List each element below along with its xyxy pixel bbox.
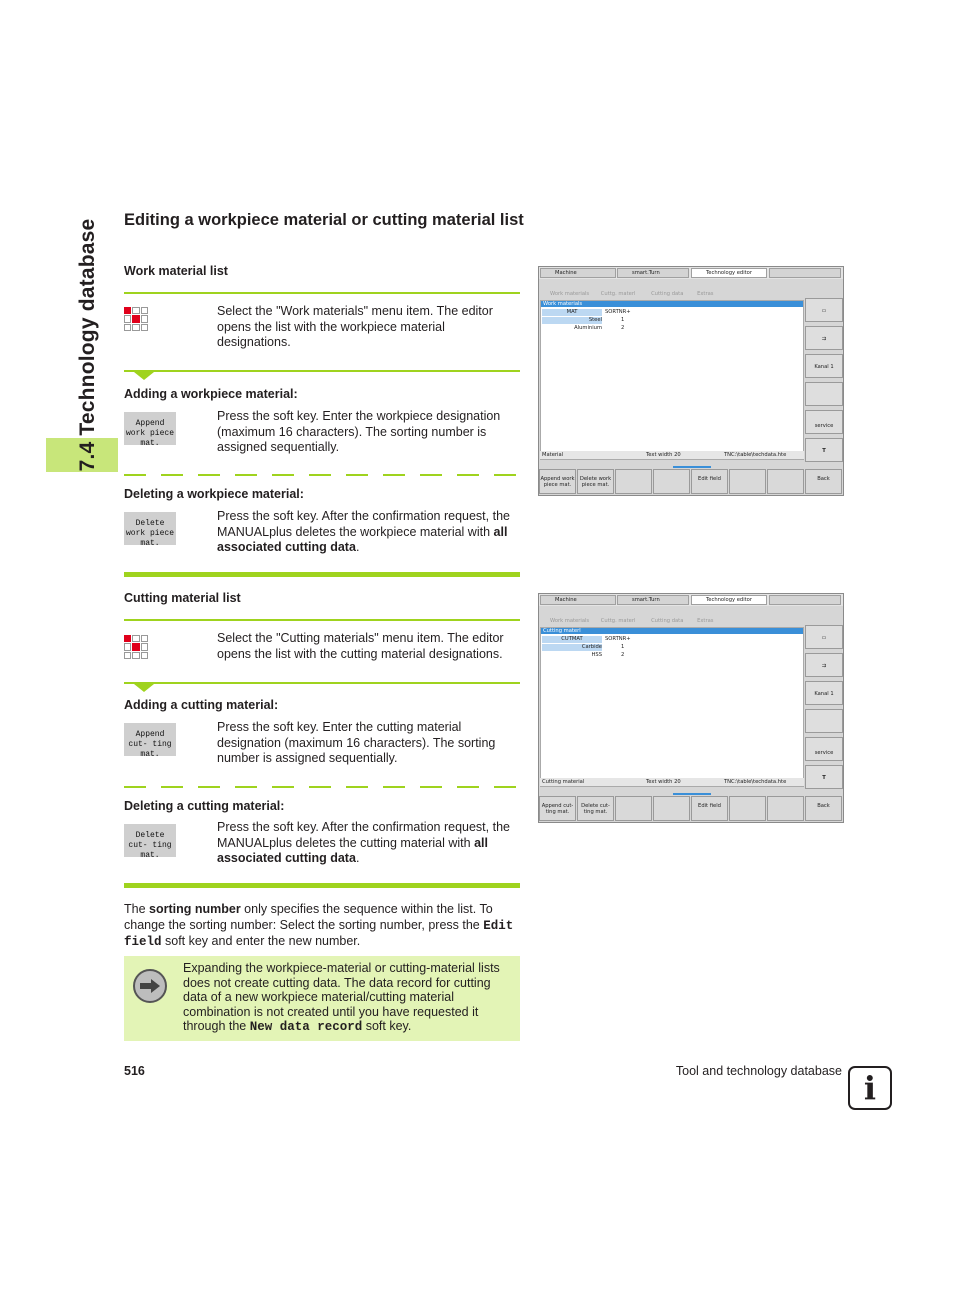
softkey-indicator xyxy=(673,793,711,795)
add-cutting-heading: Adding a cutting material: xyxy=(124,698,279,712)
table-cell[interactable]: HSS xyxy=(591,652,602,658)
service-button[interactable]: service xyxy=(805,410,843,434)
delete-work-softkey-image: Delete work piece mat. xyxy=(124,512,176,545)
softkey-blank[interactable] xyxy=(729,469,766,494)
tab-machine[interactable]: Machine xyxy=(540,595,616,605)
table-cell[interactable]: Aluminium xyxy=(574,325,602,331)
info-icon: i xyxy=(848,1066,892,1110)
screenshot-work-materials xyxy=(538,266,844,496)
dashed-divider xyxy=(124,786,520,788)
add-work-text: Press the soft key. Enter the workpiece designation (maximum 16 characters). The sorting number is assigned sequentially. xyxy=(217,409,501,455)
mode-tabs xyxy=(539,267,843,279)
divider xyxy=(124,292,520,294)
tab-technology-editor[interactable]: Technology editor xyxy=(691,268,767,278)
softkey-edit-field[interactable]: Edit field xyxy=(691,469,728,494)
step-arrow-icon xyxy=(134,684,154,692)
menu-bar xyxy=(540,290,804,298)
table-cell[interactable]: 2 xyxy=(621,325,625,331)
arrow-right-icon xyxy=(133,969,167,1003)
softkey-blank[interactable] xyxy=(767,469,804,494)
status-bar: Material Text width 20 TNC:\table\techdata.hte xyxy=(540,451,804,459)
softkey-append-cutting[interactable]: Append cut- ting mat. xyxy=(539,796,576,821)
channel-button[interactable]: Kanal 1 xyxy=(805,354,843,378)
tab-extra[interactable] xyxy=(769,268,841,278)
divider xyxy=(124,370,520,372)
tab-smart-turn[interactable]: smart.Turn xyxy=(617,595,689,605)
softkey-blank[interactable] xyxy=(615,796,652,821)
softkey-blank[interactable] xyxy=(653,469,690,494)
append-cutting-softkey-image: Append cut- ting mat. xyxy=(124,723,176,756)
menu-cutting-materials[interactable]: Cuttg. materl xyxy=(600,291,636,297)
tool-icon[interactable]: ⇉ xyxy=(805,326,843,350)
table-cell[interactable]: Carbide xyxy=(542,644,602,651)
tool-table-icon[interactable]: T xyxy=(805,438,843,462)
softkey-back[interactable]: Back xyxy=(805,796,842,821)
table-cell[interactable]: Steel xyxy=(542,317,602,324)
softkey-delete-cutting[interactable]: Delete cut- ting mat. xyxy=(577,796,614,821)
section-divider xyxy=(124,883,520,888)
editor-panel xyxy=(540,300,804,460)
table-cell[interactable]: 2 xyxy=(621,652,625,658)
softkey-blank[interactable] xyxy=(615,469,652,494)
softkey-row xyxy=(539,796,843,822)
menu-work-materials[interactable]: Work materials xyxy=(550,618,590,624)
machine-icon[interactable]: ▭ xyxy=(805,298,843,322)
column-header[interactable]: CUTMAT xyxy=(542,636,602,643)
softkey-edit-field[interactable]: Edit field xyxy=(691,796,728,821)
screenshot-cutting-materials xyxy=(538,593,844,823)
cutting-list-heading: Cutting material list xyxy=(124,591,241,605)
service-button[interactable]: service xyxy=(805,737,843,761)
side-softkey-blank[interactable] xyxy=(805,382,843,406)
section-title: Editing a workpiece material or cutting material list xyxy=(124,211,524,229)
section-divider xyxy=(124,572,520,577)
softkey-blank[interactable] xyxy=(653,796,690,821)
softkey-blank[interactable] xyxy=(767,796,804,821)
column-header[interactable]: MAT xyxy=(542,309,602,316)
note-box xyxy=(124,956,520,1041)
panel-title: Cutting materl xyxy=(541,628,803,634)
menu-work-materials[interactable]: Work materials xyxy=(550,291,590,297)
status-bar: Cutting material Text width 20 TNC:\table\techdata.hte xyxy=(540,778,804,786)
tool-table-icon[interactable]: T xyxy=(805,765,843,789)
softkey-blank[interactable] xyxy=(729,796,766,821)
machine-icon[interactable]: ▭ xyxy=(805,625,843,649)
softkey-row xyxy=(539,469,843,495)
work-select-text: Select the "Work materials" menu item. The editor opens the list with the workpiece material designations. xyxy=(217,304,493,350)
column-header[interactable]: SORTNR+ xyxy=(605,636,631,642)
tab-extra[interactable] xyxy=(769,595,841,605)
menu-item-icon xyxy=(124,635,148,659)
softkey-delete-work[interactable]: Delete work piece mat. xyxy=(577,469,614,494)
channel-button[interactable]: Kanal 1 xyxy=(805,681,843,705)
softkey-back[interactable]: Back xyxy=(805,469,842,494)
tab-machine[interactable]: Machine xyxy=(540,268,616,278)
panel-title: Work materials xyxy=(541,301,803,307)
menu-cutting-data[interactable]: Cutting data xyxy=(651,291,684,297)
table-cell[interactable]: 1 xyxy=(621,317,625,323)
tab-smart-turn[interactable]: smart.Turn xyxy=(617,268,689,278)
footer-chapter-title: Tool and technology database xyxy=(675,1064,842,1078)
divider xyxy=(124,619,520,621)
delete-work-text: Press the soft key. After the confirmation request, the MANUALplus deletes the workpiece material with all associated cutting data. xyxy=(217,509,510,555)
divider xyxy=(124,682,520,684)
softkey-indicator xyxy=(673,466,711,468)
cutting-select-text: Select the "Cutting materials" menu item. The editor opens the list with the cutting material designations. xyxy=(217,631,504,661)
note-text: Expanding the workpiece-material or cutting-material lists does not create cutting data. The data record for cutting data of a new workpiece material/cutting material combination is not created until you have requested it through the New data record soft key. xyxy=(183,961,500,1035)
softkey-append-work[interactable]: Append work piece mat. xyxy=(539,469,576,494)
column-header[interactable]: SORTNR+ xyxy=(605,309,631,315)
sorting-number-paragraph: The sorting number only specifies the sequence within the list. To change the sorting number: Select the sorting number, press the Edit field soft key and enter the new number. xyxy=(124,902,514,950)
menu-item-icon xyxy=(124,307,148,331)
menu-bar xyxy=(540,617,804,625)
step-arrow-icon xyxy=(134,372,154,380)
mode-tabs xyxy=(539,594,843,606)
delete-work-heading: Deleting a workpiece material: xyxy=(124,487,304,501)
page-number: 516 xyxy=(124,1064,145,1078)
append-work-softkey-image: Append work piece mat. xyxy=(124,412,176,445)
tab-technology-editor[interactable]: Technology editor xyxy=(691,595,767,605)
tool-icon[interactable]: ⇉ xyxy=(805,653,843,677)
menu-extras[interactable]: Extras xyxy=(697,291,714,297)
table-cell[interactable]: 1 xyxy=(621,644,625,650)
menu-cutting-data[interactable]: Cutting data xyxy=(651,618,684,624)
delete-cutting-heading: Deleting a cutting material: xyxy=(124,799,285,813)
delete-cutting-text: Press the soft key. After the confirmation request, the MANUALplus deletes the cutting material with all associated cutting data. xyxy=(217,820,510,866)
editor-panel xyxy=(540,627,804,787)
add-cutting-text: Press the soft key. Enter the cutting material designation (maximum 16 characters). The sorting number is assigned sequentially. xyxy=(217,720,496,766)
side-softkey-blank[interactable] xyxy=(805,709,843,733)
menu-cutting-materials[interactable]: Cuttg. materl xyxy=(600,618,636,624)
dashed-divider xyxy=(124,474,520,476)
menu-extras[interactable]: Extras xyxy=(697,618,714,624)
work-list-heading: Work material list xyxy=(124,264,228,278)
delete-cutting-softkey-image: Delete cut- ting mat. xyxy=(124,824,176,857)
chapter-sidebar-title: 7.4 Technology database xyxy=(76,218,99,471)
add-work-heading: Adding a workpiece material: xyxy=(124,387,298,401)
